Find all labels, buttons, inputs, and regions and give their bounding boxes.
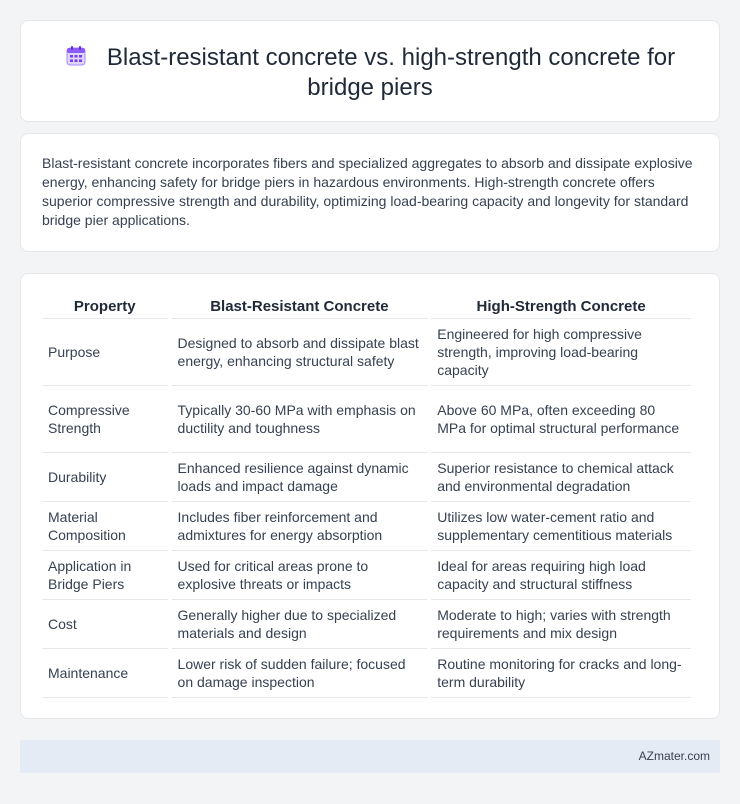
table-row — [42, 386, 691, 453]
cell-blast: Includes fiber reinforcement and admixtures for energy absorption — [172, 502, 428, 551]
cell-blast: Used for critical areas prone to explosive threats or impacts — [172, 551, 428, 600]
cell-high: Utilizes low water-cement ratio and supplementary cementitious materials — [431, 502, 691, 551]
cell-blast: Typically 30-60 MPa with emphasis on ductility and toughness — [172, 386, 428, 453]
cell-blast: Lower risk of sudden failure; focused on damage inspection — [172, 649, 428, 698]
page-title-wrap — [21, 43, 719, 103]
table-row — [42, 551, 691, 600]
comparison-table — [38, 296, 695, 698]
cell-property: Cost — [42, 600, 168, 649]
table-header-row — [42, 296, 691, 319]
cell-property: Maintenance — [42, 649, 168, 698]
table-row — [42, 600, 691, 649]
header-card — [20, 20, 720, 122]
intro-card — [20, 133, 720, 252]
header-high-strength: High-Strength Concrete — [431, 296, 691, 319]
cell-property: Compressive Strength — [42, 386, 168, 453]
cell-high: Superior resistance to chemical attack and environmental degradation — [431, 453, 691, 502]
footer-brand: AZmater.com — [638, 749, 710, 763]
page-title: Blast-resistant concrete vs. high-strength concrete for bridge piers — [106, 44, 676, 101]
table-row — [42, 453, 691, 502]
header-blast-resistant: Blast-Resistant Concrete — [172, 296, 428, 319]
table-row — [42, 319, 691, 386]
cell-blast: Enhanced resilience against dynamic loads and impact damage — [172, 453, 428, 502]
cell-property: Application in Bridge Piers — [42, 551, 168, 600]
table-row — [42, 649, 691, 698]
cell-property: Durability — [42, 453, 168, 502]
cell-high: Moderate to high; varies with strength requirements and mix design — [431, 600, 691, 649]
cell-high: Engineered for high compressive strength, improving load-bearing capacity — [431, 319, 691, 386]
cell-blast: Generally higher due to specialized materials and design — [172, 600, 428, 649]
cell-property: Purpose — [42, 319, 168, 386]
footer-bar — [20, 740, 720, 773]
cell-property: Material Composition — [42, 502, 168, 551]
cell-high: Ideal for areas requiring high load capacity and structural stiffness — [431, 551, 691, 600]
table-row — [42, 502, 691, 551]
cell-blast: Designed to absorb and dissipate blast energy, enhancing structural safety — [172, 319, 428, 386]
calendar-icon — [65, 45, 87, 67]
cell-high: Above 60 MPa, often exceeding 80 MPa for optimal structural performance — [431, 386, 691, 453]
comparison-card — [20, 273, 720, 719]
cell-high: Routine monitoring for cracks and long-term durability — [431, 649, 691, 698]
intro-text: Blast-resistant concrete incorporates fibers and specialized aggregates to absorb and dissipate explosive energy, enhancing safety for bridge piers in hazardous environments. High-strength concrete offers superior compressive strength and durability, optimizing load-bearing capacity and longevity for standard bridge pier applications. — [42, 155, 693, 228]
header-property: Property — [42, 296, 168, 319]
